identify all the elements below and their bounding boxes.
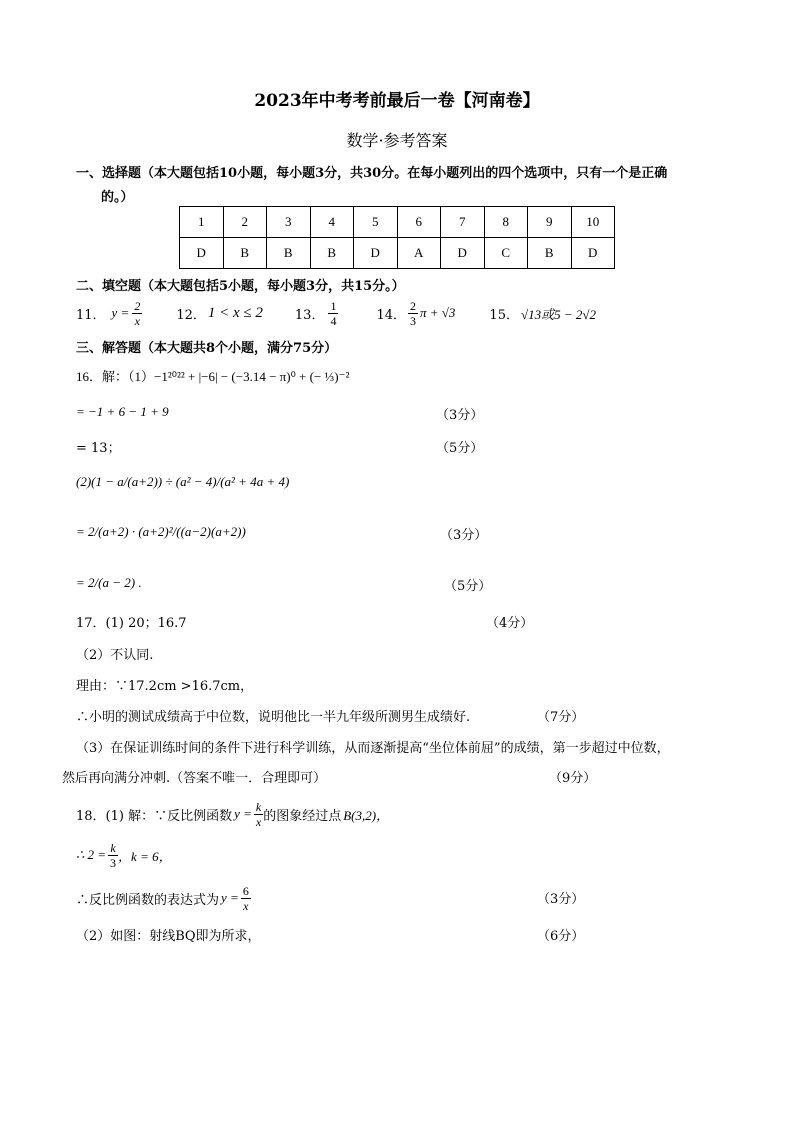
table-cell: 8 xyxy=(484,207,528,238)
q16-mark5: （3分） xyxy=(440,528,488,543)
q18-line1-denominator: x xyxy=(255,814,262,829)
q14-fraction xyxy=(408,299,418,328)
table-cell: 7 xyxy=(441,207,485,238)
q14-rest: π + √3 xyxy=(420,305,456,320)
table-cell: D xyxy=(180,238,224,269)
q17-line5: （3）在保证训练时间的条件下进行科学训练，从而逐渐提高“坐位体前屈”的成绩，第一步超过中位数， xyxy=(76,741,670,756)
page-title: 2023年中考考前最后一卷【河南卷】 xyxy=(254,91,540,111)
table-cell: B xyxy=(528,238,572,269)
q13-denominator: 4 xyxy=(330,313,337,328)
q17-line6: 然后再向满分冲刺.（答案不唯一．合理即可） xyxy=(62,771,327,786)
q18-mark3: （3分） xyxy=(537,892,585,907)
answer-table-answer-row xyxy=(180,238,615,269)
q18-line1-text-b: 的图象经过点 xyxy=(263,808,342,824)
q18-line1-text-a: 18．(1) 解：∵反比例函数 xyxy=(76,808,233,824)
table-cell: 6 xyxy=(397,207,441,238)
q13-numerator: 1 xyxy=(330,298,337,313)
q13-fraction xyxy=(328,299,338,328)
q17-mark6: （9分） xyxy=(549,771,597,786)
q11-denominator: x xyxy=(134,313,140,328)
table-cell: D xyxy=(571,238,615,269)
section2-heading: 二、填空题（本大题包括5小题，每小题3分，共15分。） xyxy=(76,279,405,294)
q16-mark3: （5分） xyxy=(436,441,484,456)
q17-mark1: （4分） xyxy=(486,616,534,631)
q16-line6: = 2/(a − 2) . xyxy=(76,575,142,590)
q14-number: 14． xyxy=(376,307,406,323)
table-cell: 4 xyxy=(310,207,354,238)
q16-line4: (2)(1 − a/(a+2)) ÷ (a² − 4)/(a² + 4a + 4) xyxy=(76,474,290,489)
table-cell: A xyxy=(397,238,441,269)
q18-line2-text-a: ∴ 2 = xyxy=(76,847,107,862)
q18-line2-denominator: 3 xyxy=(110,855,117,870)
q16-mark2: （3分） xyxy=(436,408,484,423)
q18-line3-denominator: x xyxy=(243,898,249,913)
q18-line1-y: y = xyxy=(234,806,252,821)
table-cell: C xyxy=(484,238,528,269)
table-cell: D xyxy=(354,238,398,269)
table-cell: 1 xyxy=(180,207,224,238)
q18-line3-y: y = xyxy=(221,890,239,905)
table-cell: 10 xyxy=(571,207,615,238)
q16-line5: = 2/(a+2) · (a+2)²/((a−2)(a+2)) xyxy=(76,524,246,539)
q11-fraction xyxy=(132,299,142,328)
q18-line2-numerator: k xyxy=(110,840,116,855)
q11-lhs: y = xyxy=(111,305,130,320)
q17-line2: （2）不认同. xyxy=(76,648,154,663)
q18-mark4: （6分） xyxy=(537,929,585,944)
q13-number: 13． xyxy=(294,307,325,323)
q12-number: 12． xyxy=(176,307,206,323)
q11-number: 11． xyxy=(76,307,106,323)
q17-line1: 17．(1) 20；16.7 xyxy=(76,616,187,631)
q18-line2-fraction xyxy=(108,841,118,870)
table-cell: B xyxy=(310,238,354,269)
table-cell: D xyxy=(441,238,485,269)
answer-table-number-row xyxy=(180,207,615,238)
q18-line1 xyxy=(76,796,389,832)
q18-line2 xyxy=(76,837,172,873)
q15-number: 15． xyxy=(489,307,519,323)
q17-mark4: （7分） xyxy=(537,710,585,725)
q18-line1-numerator: k xyxy=(255,799,262,814)
table-cell: 3 xyxy=(267,207,311,238)
q18-line1-point: B(3,2)， xyxy=(343,807,390,823)
q18-line3-text-a: ∴反比例函数的表达式为 xyxy=(76,892,220,908)
q18-line1-fraction xyxy=(254,800,263,829)
q11-numerator: 2 xyxy=(134,298,141,313)
q15-answer: √13或5 − 2√2 xyxy=(520,306,597,322)
q18-line3-numerator: 6 xyxy=(242,883,249,898)
table-cell: 2 xyxy=(223,207,267,238)
table-cell: B xyxy=(223,238,267,269)
q16-line1: 16．解：（1）−1²⁰²² + |−6| − (−3.14 − π)⁰ + (− ⅓)⁻² xyxy=(76,369,350,384)
section1-heading-cont: 的。） xyxy=(101,190,134,205)
q16-line2: = −1 + 6 − 1 + 9 xyxy=(76,404,169,419)
table-cell: B xyxy=(267,238,311,269)
q14-denominator: 3 xyxy=(410,313,416,328)
q16-mark6: （5分） xyxy=(444,579,492,594)
q18-line3 xyxy=(76,880,251,916)
table-cell: 9 xyxy=(528,207,572,238)
section3-heading: 三、解答题（本大题共8个小题，满分75分） xyxy=(76,341,338,356)
q17-line4: ∴小明的测试成绩高于中位数，说明他比一半九年级所测男生成绩好. xyxy=(76,710,471,725)
table-cell: 5 xyxy=(354,207,398,238)
fill-answers-row xyxy=(76,296,596,330)
q18-line4: （2）如图：射线BQ即为所求， xyxy=(76,929,261,944)
q16-line3: = 13； xyxy=(76,441,121,456)
q18-line2-text-b: ，k = 6， xyxy=(118,848,172,864)
answer-table xyxy=(179,206,615,269)
q12-answer: 1 < x ≤ 2 xyxy=(207,304,263,321)
page-subtitle: 数学·参考答案 xyxy=(346,131,448,150)
q14-numerator: 2 xyxy=(410,298,416,313)
q17-line3: 理由：∵17.2cm >16.7cm， xyxy=(76,679,254,694)
q18-line3-fraction xyxy=(241,884,251,913)
section1-heading: 一、选择题（本大题包括10小题，每小题3分，共30分。在每小题列出的四个选项中，只有一个是正确 xyxy=(76,166,668,181)
